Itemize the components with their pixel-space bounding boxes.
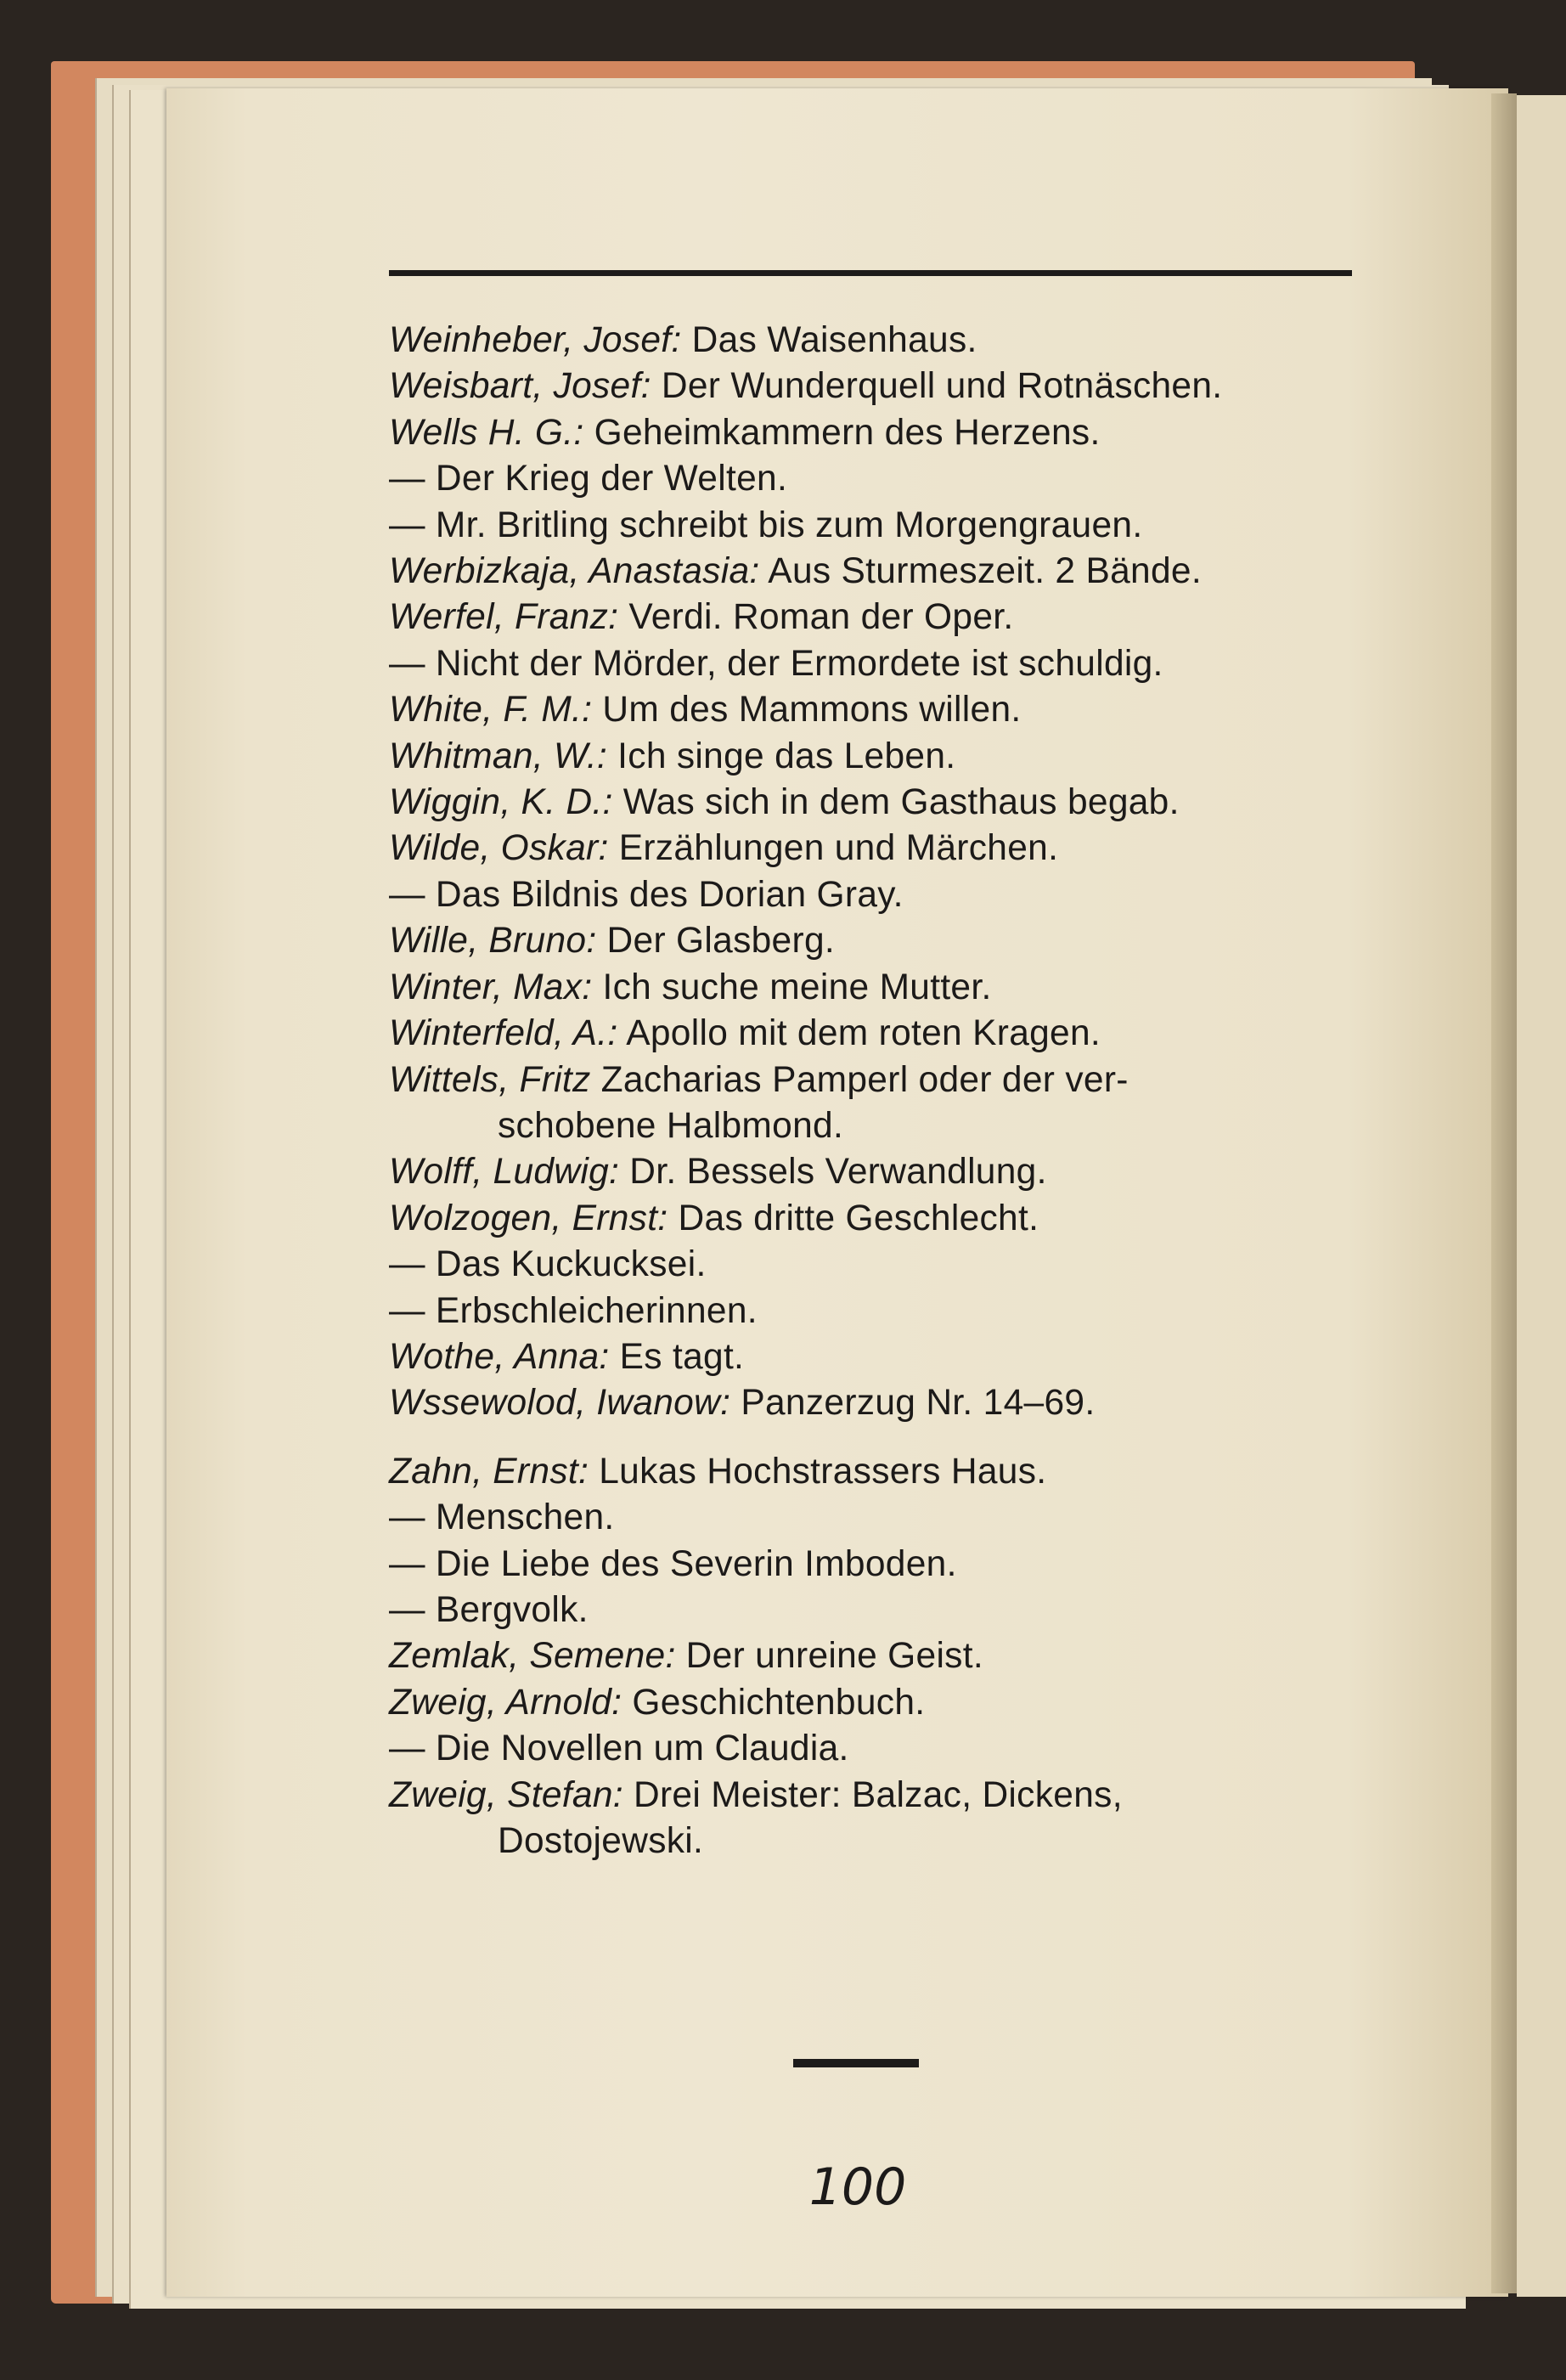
book-title: Der Wunderquell und Rotnäschen. (661, 366, 1223, 407)
end-of-list-rule (793, 2059, 919, 2067)
book-title: Was sich in dem Gasthaus begab. (622, 782, 1180, 823)
page-number: 100 (808, 2157, 907, 2217)
title-continuation: schobene Halbmond. (498, 1105, 844, 1146)
author-name: Wittels, Fritz (389, 1059, 591, 1100)
facing-page-edge (1517, 95, 1566, 2297)
book-title: — Das Bildnis des Dorian Gray. (389, 874, 904, 915)
author-name: Zweig, Stefan: (389, 1774, 623, 1815)
book-title: Das dritte Geschlecht. (678, 1198, 1039, 1238)
author-name: Wille, Bruno: (389, 921, 597, 962)
section-gap (389, 1427, 1352, 1449)
book-title: Der Glasberg. (606, 921, 835, 962)
index-entry (389, 364, 1352, 409)
index-entry (389, 1495, 1352, 1541)
author-name: Wolzogen, Ernst: (389, 1198, 668, 1238)
title-continuation: Dostojewski. (498, 1821, 704, 1861)
book-title: Ich singe das Leben. (617, 736, 956, 776)
book-title: — Erbschleicherinnen. (389, 1290, 758, 1331)
book-title: Es tagt. (619, 1336, 745, 1377)
book-title: Dr. Bessels Verwandlung. (629, 1152, 1047, 1193)
book-title: Ich suche meine Mutter. (602, 967, 992, 1007)
author-name: Weinheber, Josef: (389, 320, 682, 360)
index-entry (389, 965, 1352, 1011)
index-entry (389, 595, 1352, 640)
entries-z-group (389, 1449, 1352, 1865)
book-title: Das Waisenhaus. (691, 320, 977, 360)
index-entry (389, 456, 1352, 502)
book-title: Geheimkammern des Herzens. (594, 412, 1101, 453)
author-name: Werbizkaja, Anastasia: (389, 551, 760, 592)
book-title: — Das Kuckucksei. (389, 1244, 707, 1285)
book-title: — Mr. Britling schreibt bis zum Morgengrauen. (389, 505, 1143, 545)
index-entry (389, 1680, 1352, 1726)
index-entry (389, 1726, 1352, 1772)
index-entry (389, 826, 1352, 871)
index-entry (389, 1449, 1352, 1495)
index-entry (389, 1773, 1352, 1865)
author-name: Zahn, Ernst: (389, 1451, 589, 1492)
gutter-shadow (1491, 93, 1517, 2293)
book-title: — Der Krieg der Welten. (389, 459, 788, 499)
author-name: Winterfeld, A.: (389, 1013, 618, 1054)
index-entry (389, 410, 1352, 456)
index-entry (389, 687, 1352, 733)
book-title: Um des Mammons willen. (602, 690, 1022, 730)
book-title: — Die Novellen um Claudia. (389, 1729, 849, 1769)
index-entry (389, 1149, 1352, 1195)
book-title: Erzählungen und Märchen. (618, 828, 1059, 869)
index-entry (389, 918, 1352, 964)
author-index-list (389, 318, 1352, 1864)
author-name: Wssewolod, Iwanow: (389, 1383, 731, 1424)
index-entry (389, 1289, 1352, 1334)
author-name: Wolff, Ludwig: (389, 1152, 620, 1193)
index-entry (389, 1057, 1352, 1150)
index-entry (389, 1588, 1352, 1633)
header-rule (389, 270, 1352, 276)
author-name: Wiggin, K. D.: (389, 782, 613, 823)
index-entry (389, 549, 1352, 595)
book-title: — Menschen. (389, 1497, 615, 1538)
book-title: Apollo mit dem roten Kragen. (626, 1013, 1101, 1054)
author-name: Winter, Max: (389, 967, 593, 1007)
book-title: Lukas Hochstrassers Haus. (599, 1451, 1047, 1492)
author-name: Wells H. G.: (389, 412, 584, 453)
book-title: Aus Sturmeszeit. 2 Bände. (768, 551, 1202, 592)
entries-w-group (389, 318, 1352, 1427)
index-entry (389, 1196, 1352, 1242)
index-entry (389, 1242, 1352, 1288)
index-entry (389, 872, 1352, 918)
author-name: Weisbart, Josef: (389, 366, 651, 407)
index-entry (389, 780, 1352, 826)
book-title: Zacharias Pamperl oder der ver- (600, 1059, 1129, 1100)
index-entry (389, 503, 1352, 549)
book-title: Panzerzug Nr. 14–69. (741, 1383, 1096, 1424)
book-title: — Nicht der Mörder, der Ermordete ist schuldig. (389, 643, 1163, 684)
index-entry (389, 641, 1352, 687)
author-name: Wilde, Oskar: (389, 828, 609, 869)
index-entry (389, 1542, 1352, 1588)
index-entry (389, 318, 1352, 364)
author-name: Zweig, Arnold: (389, 1682, 622, 1723)
author-name: Whitman, W.: (389, 736, 608, 776)
index-entry (389, 734, 1352, 780)
book-title: Geschichtenbuch. (632, 1682, 926, 1723)
index-entry (389, 1380, 1352, 1426)
book-title: Verdi. Roman der Oper. (628, 597, 1014, 638)
author-name: Zemlak, Semene: (389, 1636, 676, 1677)
index-entry (389, 1334, 1352, 1380)
author-name: Wothe, Anna: (389, 1336, 610, 1377)
index-entry (389, 1011, 1352, 1057)
author-name: Werfel, Franz: (389, 597, 619, 638)
book-title: — Die Liebe des Severin Imboden. (389, 1543, 957, 1584)
book-title: Drei Meister: Balzac, Dickens, (633, 1774, 1123, 1815)
book-title: — Bergvolk. (389, 1589, 589, 1630)
index-entry (389, 1633, 1352, 1679)
book-title: Der unreine Geist. (685, 1636, 983, 1677)
author-name: White, F. M.: (389, 690, 593, 730)
